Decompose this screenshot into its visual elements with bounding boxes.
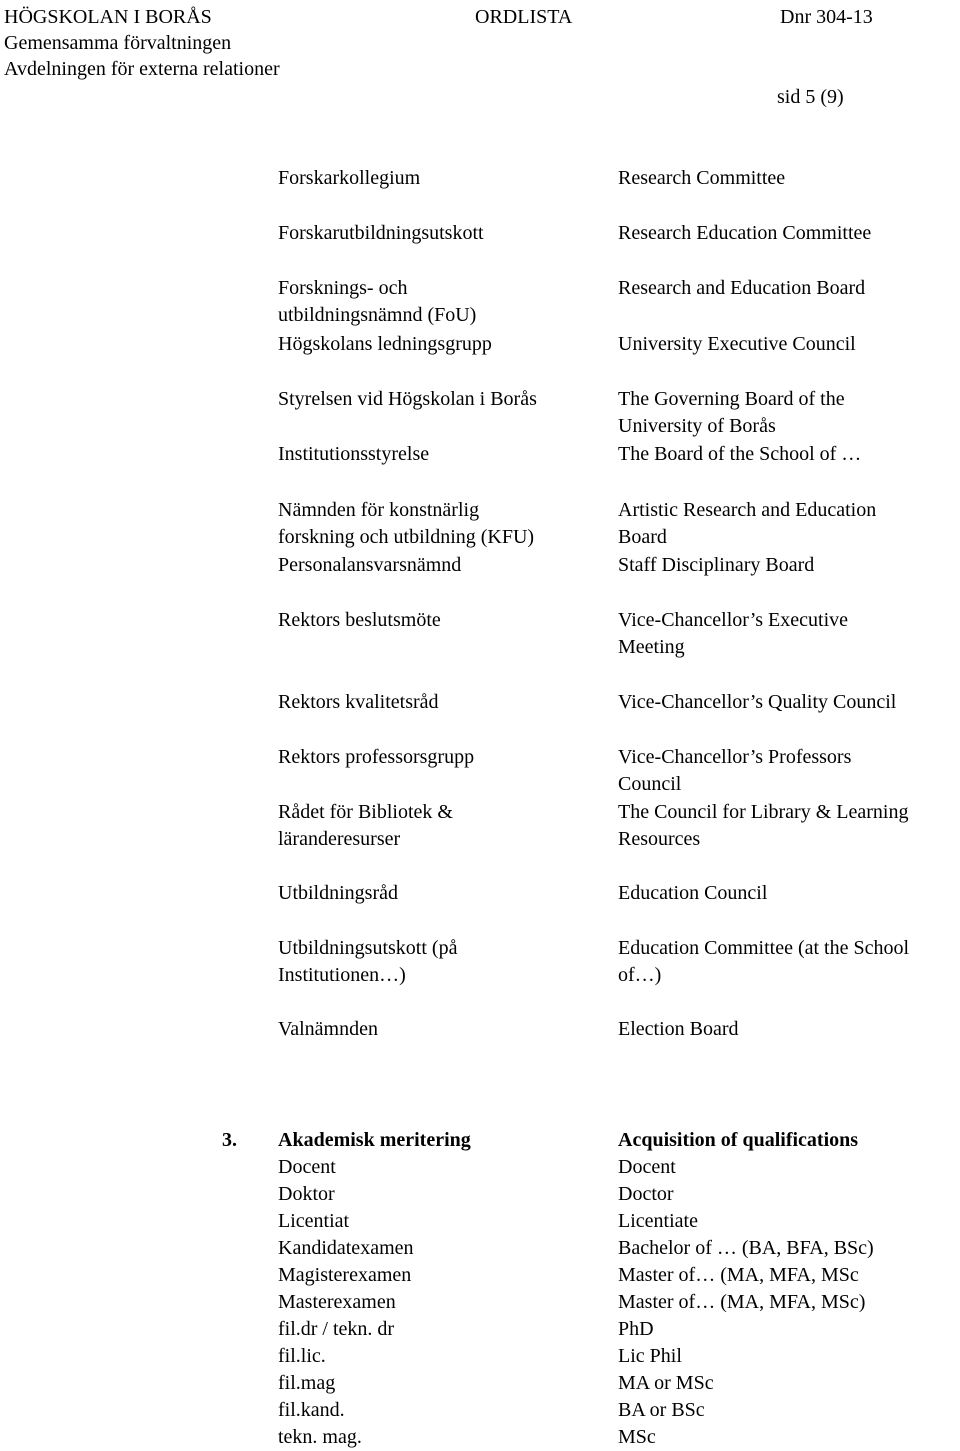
qualification-en: Master of… (MA, MFA, MSc <box>618 1264 859 1286</box>
section-number: 3. <box>222 1129 237 1151</box>
glossary-term-en: The Board of the School of … <box>618 443 862 465</box>
qualification-en: Licentiate <box>618 1210 698 1232</box>
glossary-term-en: Vice-Chancellor’s Professors Council <box>618 746 852 795</box>
qualification-sv: Docent <box>278 1156 336 1178</box>
institution-name: HÖGSKOLAN I BORÅS <box>4 6 212 28</box>
glossary-term-en: The Council for Library & Learning Resources <box>618 801 909 850</box>
glossary-term-en: Research Education Committee <box>618 222 872 244</box>
glossary-term-en: Artistic Research and Education Board <box>618 499 877 548</box>
qualification-sv: fil.kand. <box>278 1399 345 1421</box>
page-number: sid 5 (9) <box>777 86 844 108</box>
glossary-term-sv: Rektors kvalitetsråd <box>278 691 439 713</box>
qualification-list-en <box>618 1154 874 1451</box>
glossary-term-sv: Utbildningsråd <box>278 882 398 904</box>
glossary-term-sv: Valnämnden <box>278 1018 378 1040</box>
glossary-term-en: Education Committee (at the School of…) <box>618 937 910 986</box>
glossary-term-sv: Högskolans ledningsgrupp <box>278 333 492 355</box>
qualification-en: Lic Phil <box>618 1345 682 1367</box>
section-heading-sv: Akademisk meritering <box>278 1129 471 1151</box>
glossary-term-en: Vice-Chancellor’s Quality Council <box>618 691 897 713</box>
glossary-term-sv: Rektors professorsgrupp <box>278 746 475 768</box>
qualification-en: PhD <box>618 1318 654 1340</box>
glossary-term-sv: Forskarkollegium <box>278 167 421 189</box>
qualification-sv: fil.dr / tekn. dr <box>278 1318 395 1340</box>
qualification-sv: Doktor <box>278 1183 335 1205</box>
qualification-sv: Kandidatexamen <box>278 1237 414 1259</box>
glossary-term-en: Research and Education Board <box>618 277 866 299</box>
glossary-term-en: Staff Disciplinary Board <box>618 554 815 576</box>
glossary-term-en: Research Committee <box>618 167 786 189</box>
page-header <box>4 4 956 82</box>
qualification-en: Docent <box>618 1156 676 1178</box>
document-type: ORDLISTA <box>475 6 573 28</box>
qualification-en: Master of… (MA, MFA, MSc) <box>618 1291 866 1313</box>
glossary-term-en: Education Council <box>618 882 768 904</box>
glossary-term-sv: Institutionsstyrelse <box>278 443 430 465</box>
glossary-term-en: The Governing Board of the University of Borås <box>618 388 845 437</box>
glossary-term-en: University Executive Council <box>618 333 856 355</box>
department-line-1: Gemensamma förvaltningen <box>4 32 232 54</box>
qualification-list-sv <box>278 1154 414 1451</box>
glossary-term-sv: Forsknings- och utbildningsnämnd (FoU) <box>278 277 477 326</box>
glossary-term-en: Election Board <box>618 1018 739 1040</box>
glossary-term-sv: Nämnden för konstnärlig forskning och utbildning (KFU) <box>278 499 535 548</box>
glossary-term-sv: Utbildningsutskott (på Institutionen…) <box>278 937 458 986</box>
section-heading-en: Acquisition of qualifications <box>618 1129 859 1151</box>
qualification-sv: Magisterexamen <box>278 1264 412 1286</box>
qualification-sv: fil.lic. <box>278 1345 326 1367</box>
qualification-en: MSc <box>618 1426 656 1448</box>
glossary-term-sv: Styrelsen vid Högskolan i Borås <box>278 388 537 410</box>
qualification-sv: Licentiat <box>278 1210 350 1232</box>
department-line-2: Avdelningen för externa relationer <box>4 58 280 80</box>
qualification-sv: fil.mag <box>278 1372 336 1394</box>
qualification-en: BA or BSc <box>618 1399 705 1421</box>
document-number: Dnr 304-13 <box>780 6 873 28</box>
qualification-sv: Masterexamen <box>278 1291 396 1313</box>
qualification-en: Doctor <box>618 1183 674 1205</box>
glossary-term-sv: Personalansvarsnämnd <box>278 554 462 576</box>
glossary-term-en: Vice-Chancellor’s Executive Meeting <box>618 609 848 658</box>
glossary-term-sv: Rektors beslutsmöte <box>278 609 441 631</box>
qualification-en: MA or MSc <box>618 1372 714 1394</box>
glossary-term-sv: Forskarutbildningsutskott <box>278 222 484 244</box>
qualification-en: Bachelor of … (BA, BFA, BSc) <box>618 1237 874 1259</box>
glossary-term-sv: Rådet för Bibliotek & läranderesurser <box>278 801 453 850</box>
qualification-sv: tekn. mag. <box>278 1426 362 1448</box>
